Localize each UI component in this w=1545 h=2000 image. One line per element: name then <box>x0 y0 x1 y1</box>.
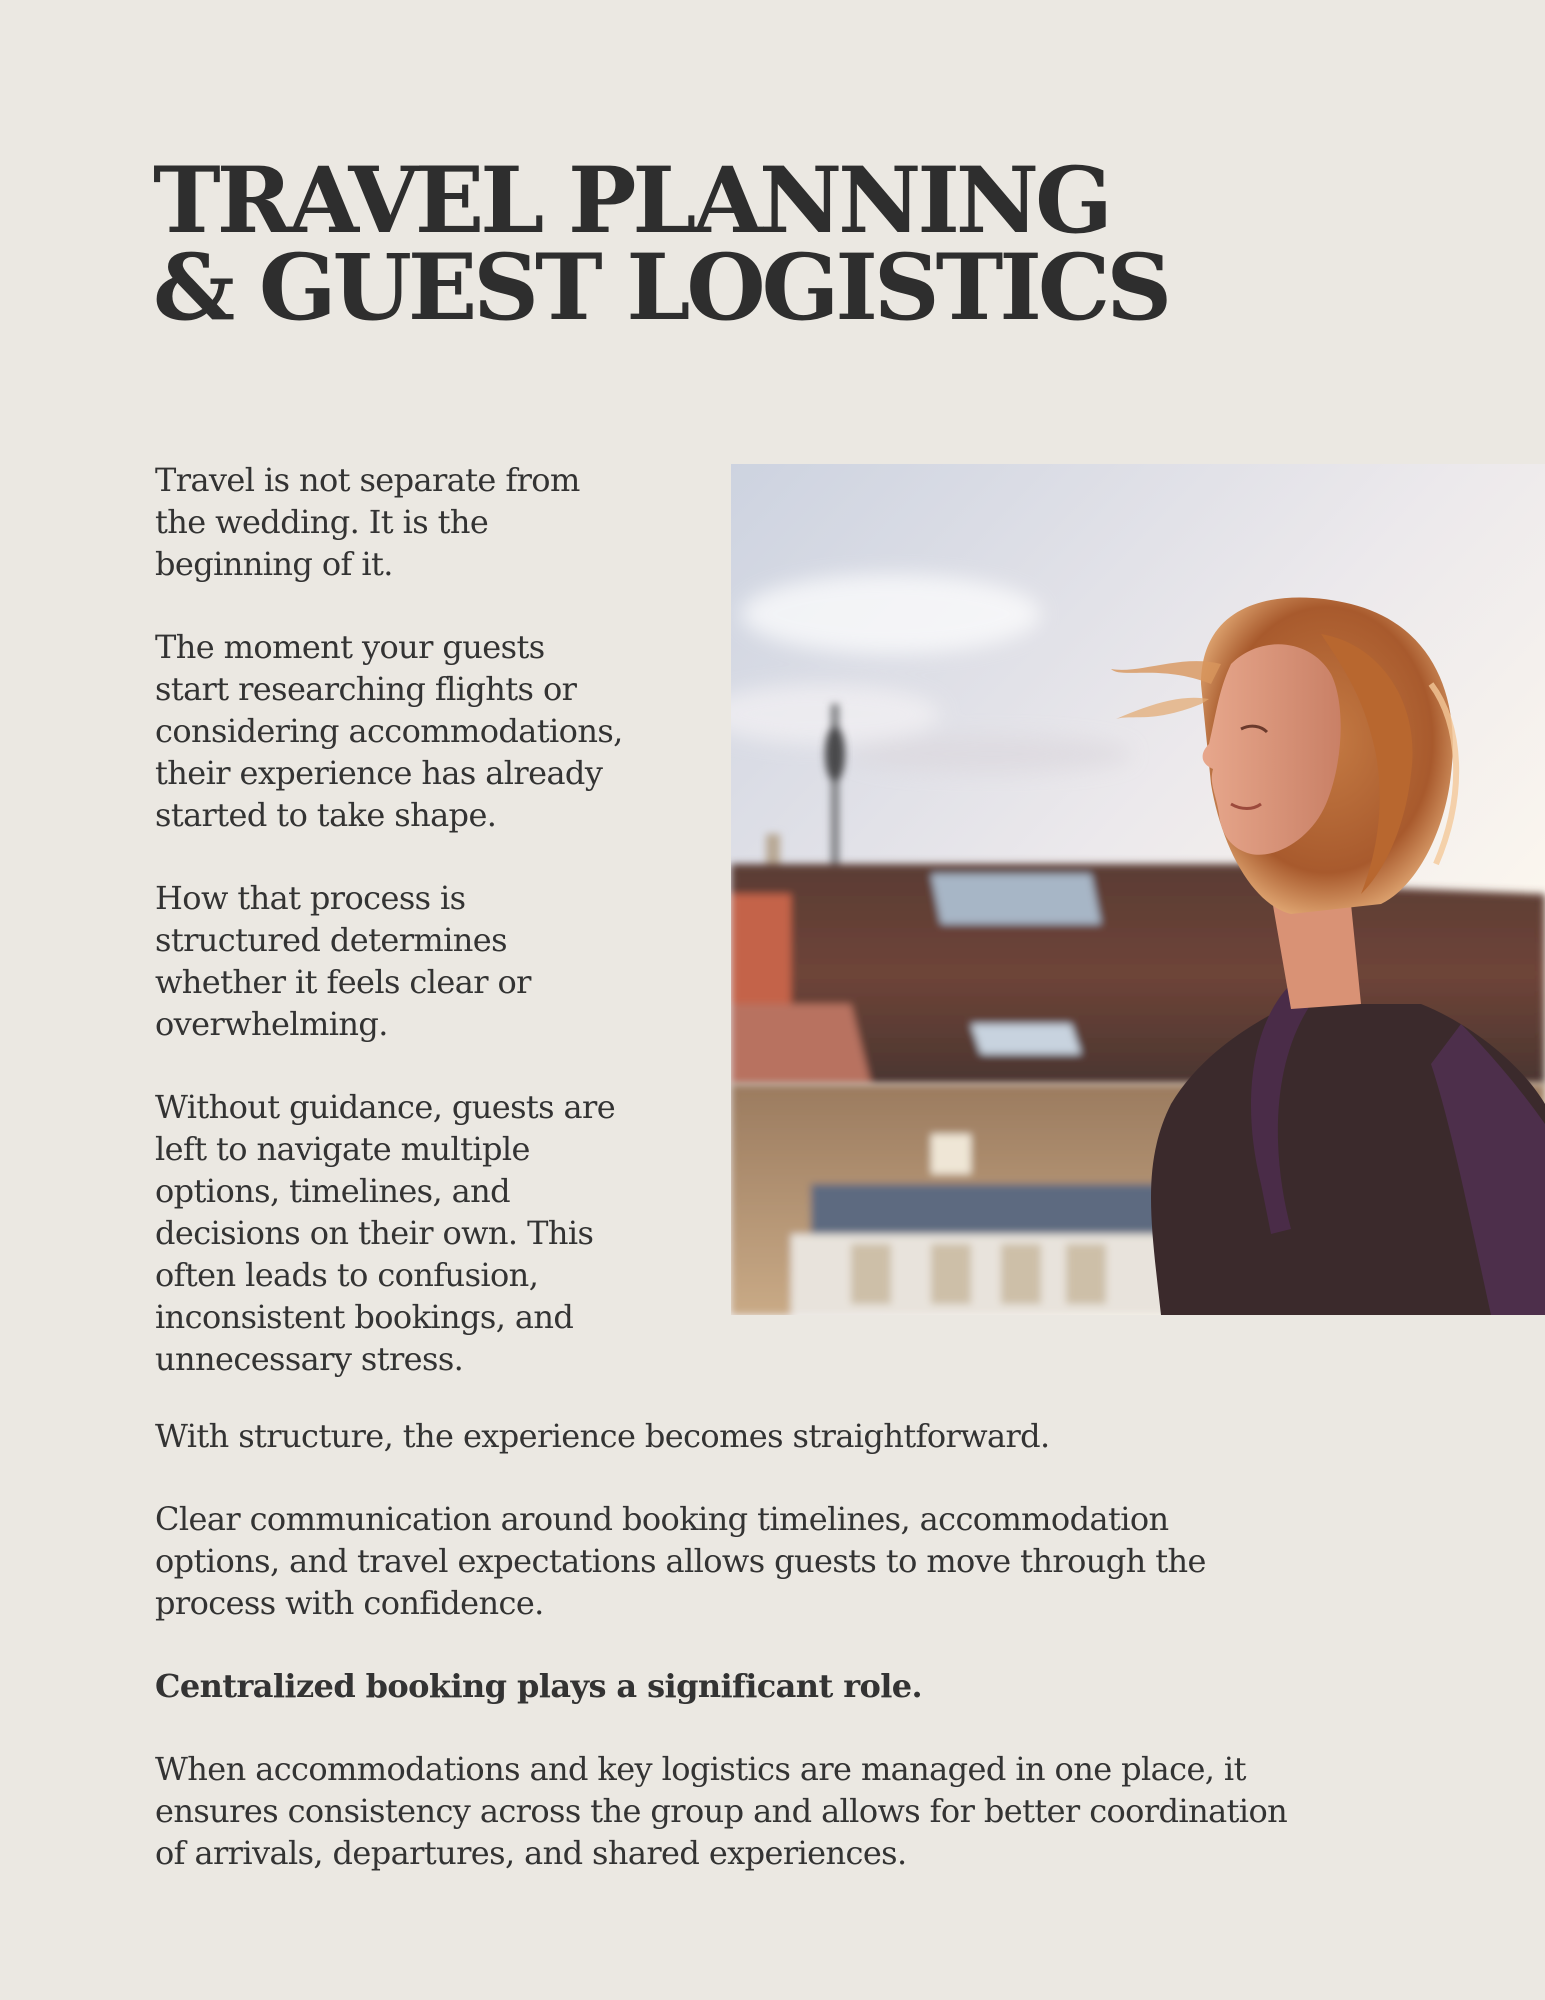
intro-paragraph: Without guidance, guests are left to navigate multiple options, timelines, and decisions on their own. This often leads to confusion, inconsistent bookings, and unnecessary stress. <box>155 1088 616 1378</box>
title-line-2: & GUEST LOGISTICS <box>153 235 1169 341</box>
title-line-1: TRAVEL PLANNING <box>153 148 1109 254</box>
body-paragraph: With structure, the experience becomes straightforward. <box>155 1417 1050 1455</box>
lower-text-section <box>155 1415 1415 1915</box>
intro-text-column <box>155 459 695 1421</box>
traveler-photo <box>731 464 1545 1315</box>
intro-paragraph: How that process is structured determines whether it feels clear or overwhelming. <box>155 879 531 1043</box>
emphasis-paragraph: Centralized booking plays a significant role. <box>155 1667 923 1705</box>
intro-paragraph: The moment your guests start researching flights or considering accommodations, their experience has already started to take shape. <box>155 628 623 834</box>
body-paragraph: When accommodations and key logistics are managed in one place, it ensures consistency across the group and allows for better coordination of arrivals, departures, and shared experiences. <box>155 1750 1288 1872</box>
body-paragraph: Clear communication around booking timelines, accommodation options, and travel expectations allows guests to move through the process with confidence. <box>155 1500 1206 1622</box>
page-title <box>153 148 1169 341</box>
intro-paragraph: Travel is not separate from the wedding. It is the beginning of it. <box>155 461 580 583</box>
